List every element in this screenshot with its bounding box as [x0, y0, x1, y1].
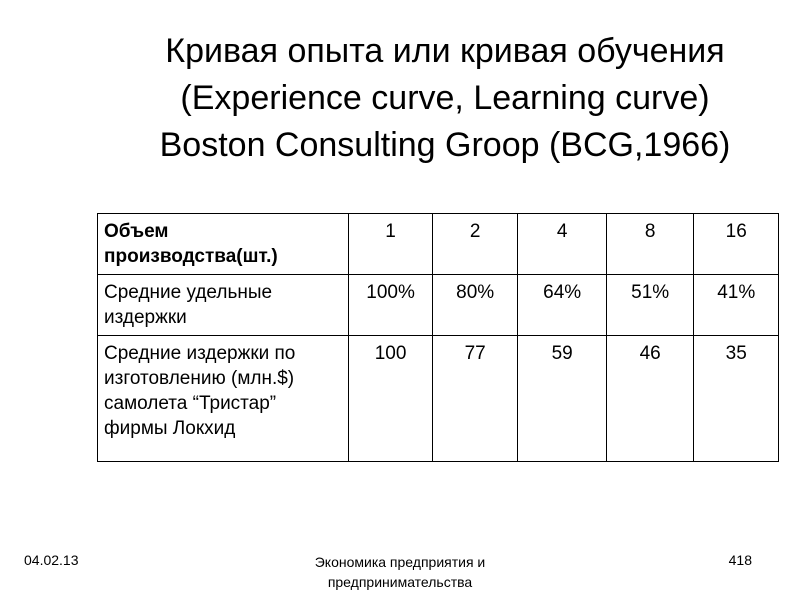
- table-cell: 51%: [606, 275, 694, 336]
- table-row-unit-costs: [98, 275, 779, 336]
- table-cell: 4: [518, 214, 606, 275]
- row-label-unit-costs: Средние удельные издержки: [98, 275, 349, 336]
- experience-curve-table: [97, 213, 779, 462]
- slide-title: [60, 28, 800, 169]
- table-cell: 46: [606, 336, 694, 462]
- footer-course-title: [265, 552, 535, 592]
- table-cell: 8: [606, 214, 694, 275]
- footer-page-number: 418: [728, 552, 752, 568]
- slide-title-line-2: (Experience curve, Learning curve): [180, 79, 710, 117]
- table-row-tristar-costs: [98, 336, 779, 462]
- slide-title-line-3: Boston Consulting Groop (BCG,1966): [159, 126, 731, 164]
- table-row-production-volume: [98, 214, 779, 275]
- table-cell: 16: [694, 214, 779, 275]
- footer-course-title-line-1: Экономика предприятия и: [314, 554, 486, 570]
- table-cell: 100: [349, 336, 433, 462]
- table-cell: 77: [432, 336, 518, 462]
- table-cell: 2: [432, 214, 518, 275]
- slide-title-line-1: Кривая опыта или кривая обучения: [165, 32, 725, 70]
- table-cell: 41%: [694, 275, 779, 336]
- table-cell: 1: [349, 214, 433, 275]
- footer-date: 04.02.13: [24, 552, 79, 568]
- table-cell: 59: [518, 336, 606, 462]
- table-cell: 100%: [349, 275, 433, 336]
- table-cell: 64%: [518, 275, 606, 336]
- table-cell: 35: [694, 336, 779, 462]
- row-label-tristar-costs: Средние издержки по изготовлению (млн.$) самолета “Тристар” фирмы Локхид: [98, 336, 349, 462]
- footer-course-title-line-2: предпринимательства: [327, 574, 473, 590]
- row-label-production-volume: Объем производства(шт.): [98, 214, 349, 275]
- table-cell: 80%: [432, 275, 518, 336]
